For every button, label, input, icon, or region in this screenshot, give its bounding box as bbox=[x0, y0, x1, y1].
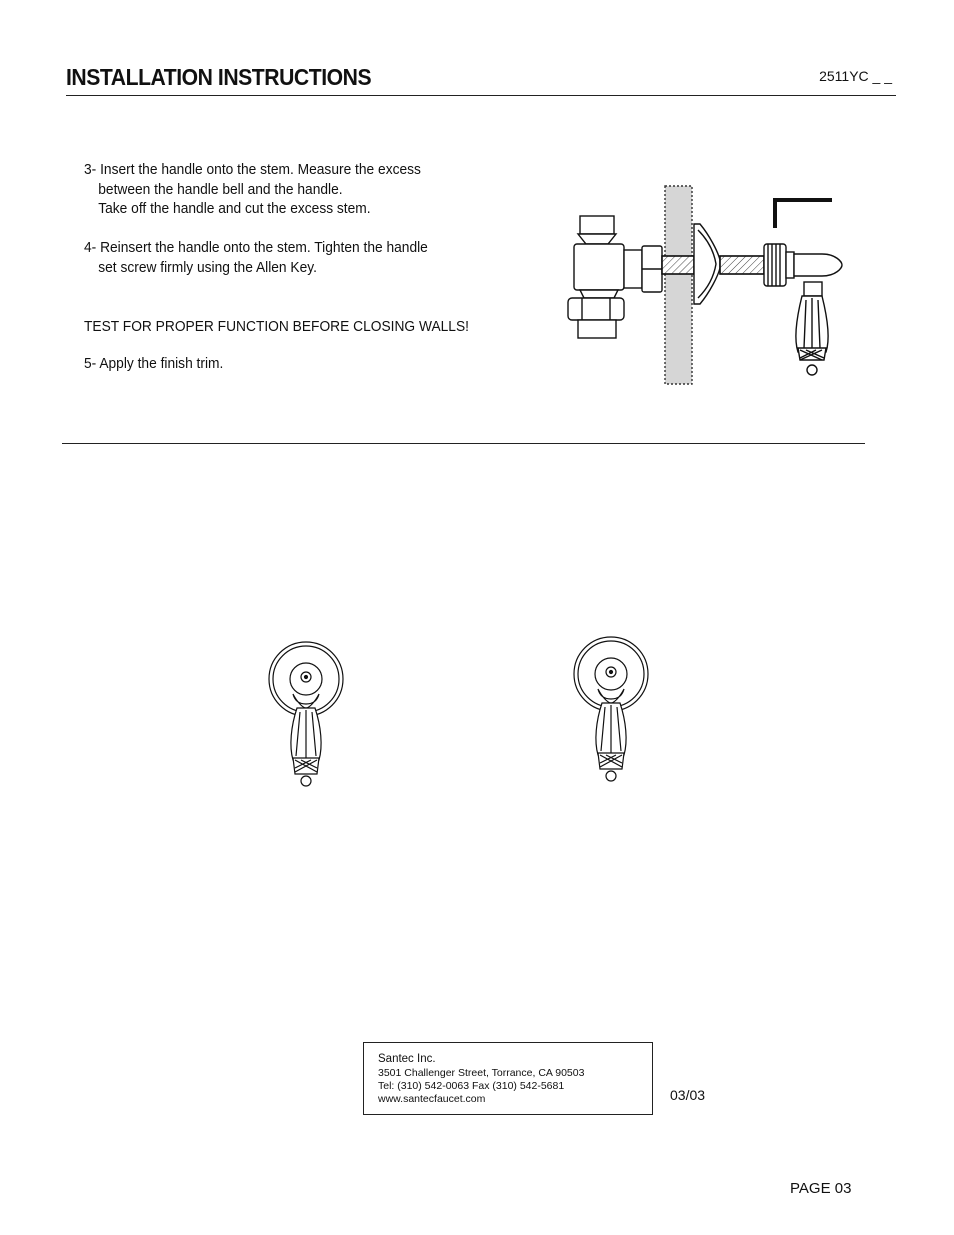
handle-trim-icon bbox=[570, 637, 650, 787]
company-phone: Tel: (310) 542-0063 Fax (310) 542-5681 bbox=[378, 1080, 565, 1092]
instruction-steps bbox=[84, 161, 469, 375]
step-3-line-3: Take off the handle and cut the excess stem. bbox=[98, 201, 371, 217]
test-note: TEST FOR PROPER FUNCTION BEFORE CLOSING WALLS! bbox=[84, 318, 469, 335]
page-number: PAGE 03 bbox=[790, 1180, 852, 1197]
step-4-line-1: 4- Reinsert the handle onto the stem. Tighten the handle bbox=[84, 240, 428, 256]
step-4-line-2: set screw firmly using the Allen Key. bbox=[98, 259, 317, 276]
company-name: Santec Inc. bbox=[378, 1053, 436, 1065]
step-3-line-2: between the handle bell and the handle. bbox=[98, 181, 343, 198]
header-divider bbox=[66, 95, 896, 96]
valve-installation-diagram-icon bbox=[560, 180, 850, 390]
handle-trim-icon bbox=[265, 642, 345, 792]
page-title: INSTALLATION INSTRUCTIONS bbox=[66, 64, 372, 90]
company-address: 3501 Challenger Street, Torrance, CA 90503 bbox=[378, 1067, 585, 1079]
revision-date: 03/03 bbox=[670, 1087, 706, 1103]
model-number: 2511YC _ _ bbox=[819, 68, 892, 84]
step-5: 5- Apply the finish trim. bbox=[84, 356, 224, 372]
company-website: www.santecfaucet.com bbox=[378, 1093, 486, 1105]
section-divider bbox=[62, 443, 865, 444]
company-address-box bbox=[363, 1042, 653, 1115]
step-3-line-1: 3- Insert the handle onto the stem. Measure the excess bbox=[84, 162, 421, 178]
